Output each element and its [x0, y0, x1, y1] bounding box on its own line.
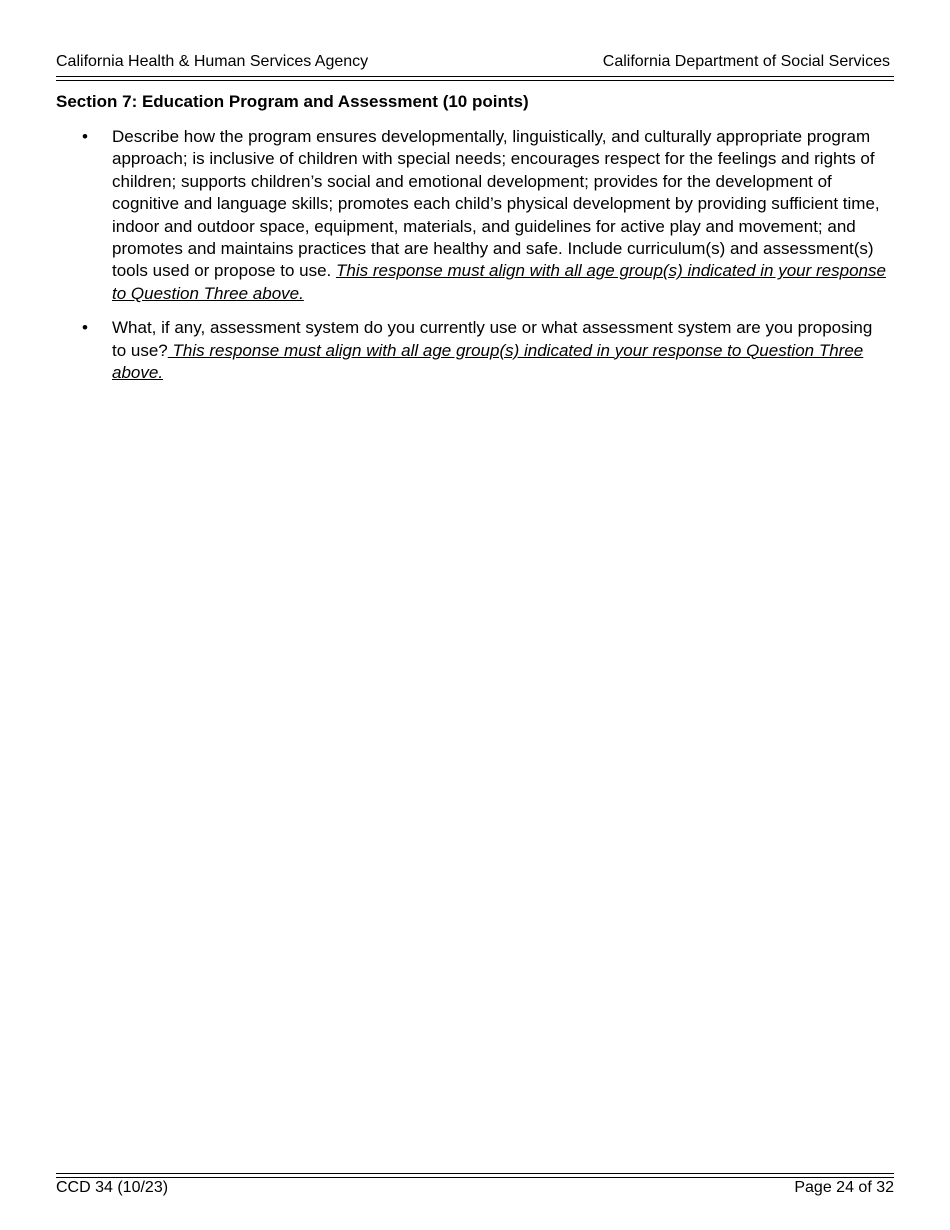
section-title: Section 7: Education Program and Assessment (10 points) [56, 92, 529, 111]
list-item [56, 317, 890, 384]
form-id: CCD 34 (10/23) [56, 1179, 169, 1196]
list-item-text: What, if any, assessment system do you currently use or what assessment system are you proposing to use? [112, 318, 873, 360]
list-item-emphasis: This response must align with all age group(s) indicated in your response to Question Three above. [112, 340, 864, 383]
list-item [56, 126, 890, 305]
department-name: California Department of Social Services [602, 53, 890, 70]
page-header [56, 52, 894, 72]
header-divider [56, 76, 894, 81]
page-footer [56, 1178, 894, 1198]
bullet-icon: • [82, 127, 88, 146]
list-item-text: Describe how the program ensures developmentally, linguistically, and culturally appropriate program approach; is inclusive of children with special needs; encourages respect for the feelings and rights of children; supports children’s social and emotional development; provides for the development of cognitive and language skills; promotes each child’s physical development by providing sufficient time, indoor and outdoor space, equipment, materials, and guidelines for active play and movement; and promotes and maintains practices that are healthy and safe. Include curriculum(s) and assessment(s) tools used or propose to use. [112, 127, 880, 281]
agency-name: California Health & Human Services Agency [56, 53, 369, 70]
page-number: Page 24 of 32 [794, 1179, 894, 1196]
requirements-list [56, 126, 890, 396]
list-item-emphasis: This response must align with all age group(s) indicated in your response to Question Three above. [112, 261, 886, 303]
bullet-icon: • [82, 318, 88, 338]
